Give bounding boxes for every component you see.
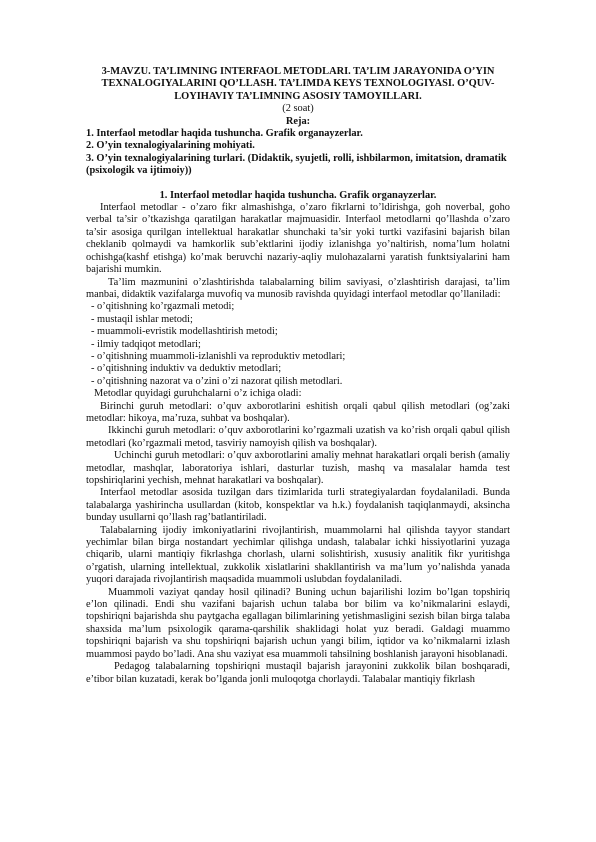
list-item: - muammoli-evristik modellashtirish metodi; xyxy=(91,326,278,338)
spacer xyxy=(86,178,510,190)
plan-item: 1. Interfaol metodlar haqida tushuncha. Grafik organayzerlar. xyxy=(86,128,363,140)
hours-label: (2 soat) xyxy=(282,103,314,115)
paragraph: Muammoli vaziyat qanday hosil qilinadi? Buning uchun bajarilishi lozim bo’lgan topshiriq e’lon qilinadi. Endi shu vazifani bajarish uchun talaba bor bilim va ko’nikmalarini eslaydi, topshiriqni bajarishda shu paytgacha egallagan bilimlarining yetishmasligini sezish bilan birga talaba shaxsida ma’lum psixologik qarama-qarshilik shaklidagi holat yuz beradi. Galdagi muammo topshiriqni bajarish va shu topshiriqni bajarish uchun yangi bilim, iqtidor va ko’nikmalarni izlash muammosi paydo bo’ladi. Ana shu vaziyat esa muammoli tahsilning boshlanish jarayoni hisoblanadi. xyxy=(86,586,510,660)
list-item: - o’qitishning muammoli-izlanishli va reproduktiv metodlari; xyxy=(91,350,346,362)
list-item: - mustaqil ishlar metodi; xyxy=(91,313,193,325)
list-item: - ilmiy tadqiqot metodlari; xyxy=(91,338,201,350)
plan-item: 3. O’yin texnalogiyalarining turlari. (Didaktik, syujetli, rolli, ishbilarmon, imitatsion, dramatik (psixologik va ijtimoiy)) xyxy=(86,152,507,177)
paragraph: Ta’lim mazmunini o’zlashtirishda talabalarning bilim saviyasi, o’zlashtirish darajasi, ta’lim manbai, didaktik vazifalarga muvofiq va munosib ravishda quyidagi interfaol metodlar qo’llaniladi: xyxy=(86,276,510,300)
paragraph: Birinchi guruh metodlari: o’quv axborotlarini eshitish orqali qabul qilish metodlari (og’zaki metodlar: hikoya, ma’ruza, suhbat va boshqalar). xyxy=(86,400,510,424)
paragraph: Talabalarning ijodiy imkoniyatlarini rivojlantirish, muammolarni hal qilishda tayyor standart yechimlar bilan birga nostandart yechimlar qilishga undash, talabalar ichki hissiyotlarini yuzaga chiqarib, ularni mantiqiy fikrlashga chorlash, ularni solishtirish, xususiy analitik fikr yuritishga o’rgatish, ularning intellektual, zukkolik xislatlarini shakllantirish va ma’lum yo’nalishda yanada yuqori darajada rivojlantirish maqsadida muammoli uslubdan foydalaniladi. xyxy=(86,524,510,586)
paragraph: Metodlar quyidagi guruhchalarni o’z ichiga oladi: xyxy=(94,388,302,400)
list-item: - o’qitishning ko’rgazmali metodi; xyxy=(91,301,235,313)
plan-item: 2. O’yin texnalogiyalarining mohiyati. xyxy=(86,140,255,152)
paragraph: Interfaol metodlar - o’zaro fikr almashishga, o’zaro fikrlarni to’ldirishga, goh noverbal, goho verbal ta’sir o’tkazishga qaratilgan harakatlar majmuasidir. Interfaol metodlarni qo’llashda o’zaro ta’sir asosiga qurilgan intellektual harakatlar shunchaki ta’sir yoki turtki vazifasini bajarish bilan cheklanib qolmaydi va hamkorlik sub’ektlarini ijodiy izlanishga yo’naltirish, noma’lum holatni ochishga(kashf etishga) ko’mak beruvchi nazariy-aqliy mulohazalarni yaratish funktsiyalarini ham bajarishi mumkin. xyxy=(86,202,510,276)
section-title: 1. Interfaol metodlar haqida tushuncha. Grafik organayzerlar. xyxy=(159,189,437,201)
paragraph: Ikkinchi guruh metodlari: o’quv axborotlarini ko’rgazmali uzatish va ko’rish orqali qabul qilish metodlari (ko’rgazmali metod, tasviriy namoyish qilish va boshqalar). xyxy=(86,425,510,449)
document-page xyxy=(86,66,510,686)
document-title: 3-MAVZU. TA’LIMNING INTERFAOL METODLARI. TA’LIM JARAYONIDA O’YIN TEXNALOGIYALARINI QO’LLASH. TA’LIMDA KEYS TEXNOLOGIYASI. O’QUV-LOYIHAVIY TA’LIMNING ASOSIY TAMOYILLARI. xyxy=(101,66,495,102)
paragraph: Interfaol metodlar asosida tuzilgan dars tizimlarida turli strategiyalardan foydalaniladi. Bunda talabalarga yashirincha usullardan (kitob, konspektlar va h.k.) foydalanish taqiqlanmaydi, aksincha bunday usullarni qo’llash rag’batlantiriladi. xyxy=(86,487,510,524)
list-item: - o’qitishning nazorat va o’zini o’zi nazorat qilish metodlari. xyxy=(91,375,343,387)
list-item: - o’qitishning induktiv va deduktiv metodlari; xyxy=(91,363,282,375)
paragraph: Uchinchi guruh metodlari: o’quv axborotlarini amaliy mehnat harakatlari orqali berish (amaliy metodlar, mashqlar, laboratoriya ishlari, dasturlar tuzish, mashq va masalalar hamda test topshiriqlarini yechish, mehnat harakatlari va boshqalar). xyxy=(86,450,510,486)
plan-label: Reja: xyxy=(285,115,311,127)
paragraph: Pedagog talabalarning topshiriqni mustaqil bajarish jarayonini zukkolik bilan boshqaradi, e’tibor bilan kuzatadi, kerak bo’lganda jonli muloqotga chorlaydi. Talabalar mantiqiy fikrlash xyxy=(86,661,510,685)
